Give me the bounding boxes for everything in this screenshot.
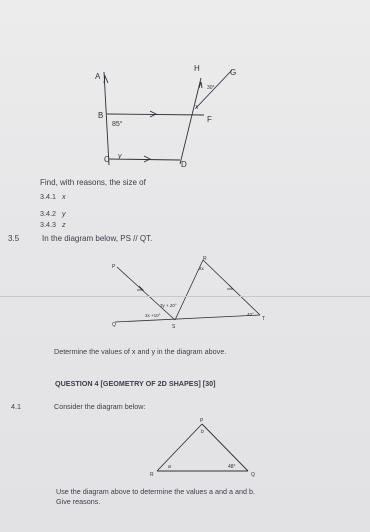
label-3x10: 3x +10°	[145, 313, 161, 318]
label-d: D	[181, 160, 187, 169]
label-c: C	[104, 155, 110, 164]
label-r: R	[203, 256, 207, 262]
label-x: x	[195, 104, 199, 111]
line-qt	[115, 315, 260, 322]
parallel-lines-diagram	[0, 0, 370, 180]
question-3-4-1	[40, 192, 66, 201]
arrow-rt	[227, 285, 233, 289]
label-b: B	[98, 111, 104, 120]
line-hd	[180, 78, 201, 164]
question-3-5-instruction: Determine the values of x and y in the diagram above.	[54, 347, 227, 356]
page-fold-line	[0, 296, 370, 297]
label-2x: 2x	[199, 266, 204, 271]
item-variable: z	[62, 220, 66, 229]
question-3-4-3	[40, 220, 66, 229]
label-h: H	[194, 64, 200, 73]
parallel-lines-triangle-diagram	[0, 250, 370, 350]
label-a3: a	[168, 464, 171, 470]
item-number: 3.4.3	[40, 220, 56, 229]
item-variable: x	[62, 192, 66, 201]
side-rp	[157, 424, 202, 471]
item-number: 3.4.2	[40, 209, 56, 218]
question-4-1-text: Consider the diagram below:	[54, 402, 146, 411]
label-y: y	[118, 153, 122, 160]
label-a: A	[95, 72, 101, 81]
question-prompt: Find, with reasons, the size of	[40, 178, 146, 187]
label-40: 40°	[247, 312, 254, 317]
label-q3: Q	[251, 472, 255, 478]
question-4-1-instruction-line2: Give reasons.	[56, 497, 101, 506]
question-4-heading: QUESTION 4 [GEOMETRY OF 2D SHAPES] [30]	[55, 379, 216, 388]
side-pq	[202, 424, 248, 471]
question-4-1-instruction-line1: Use the diagram above to determine the values a and a and b.	[56, 487, 255, 496]
question-3-5-number: 3.5	[8, 234, 20, 243]
question-3-5-text: In the diagram below, PS // QT.	[42, 234, 153, 243]
question-4-1-number: 4.1	[11, 402, 21, 411]
label-48: 48°	[228, 464, 236, 470]
label-r3: R	[150, 472, 154, 478]
label-s: S	[172, 324, 176, 330]
arrow-bf	[150, 111, 156, 117]
question-3-4-2	[40, 209, 66, 218]
label-30: 30°	[207, 85, 215, 91]
arrow-top	[104, 76, 108, 83]
triangle-diagram	[0, 410, 370, 480]
line-ac	[104, 72, 109, 165]
item-variable: y	[62, 209, 66, 218]
label-b: b	[201, 429, 204, 435]
label-t: T	[262, 316, 266, 322]
label-f: F	[207, 115, 212, 124]
label-p: P	[112, 264, 116, 270]
arrow-cd	[144, 156, 150, 162]
item-number: 3.4.1	[40, 192, 56, 201]
label-85: 85°	[112, 121, 123, 128]
label-3y20: 3y + 20°	[160, 303, 177, 308]
label-p3: P	[200, 418, 204, 424]
label-g: G	[230, 68, 237, 77]
label-q: Q	[112, 322, 116, 328]
